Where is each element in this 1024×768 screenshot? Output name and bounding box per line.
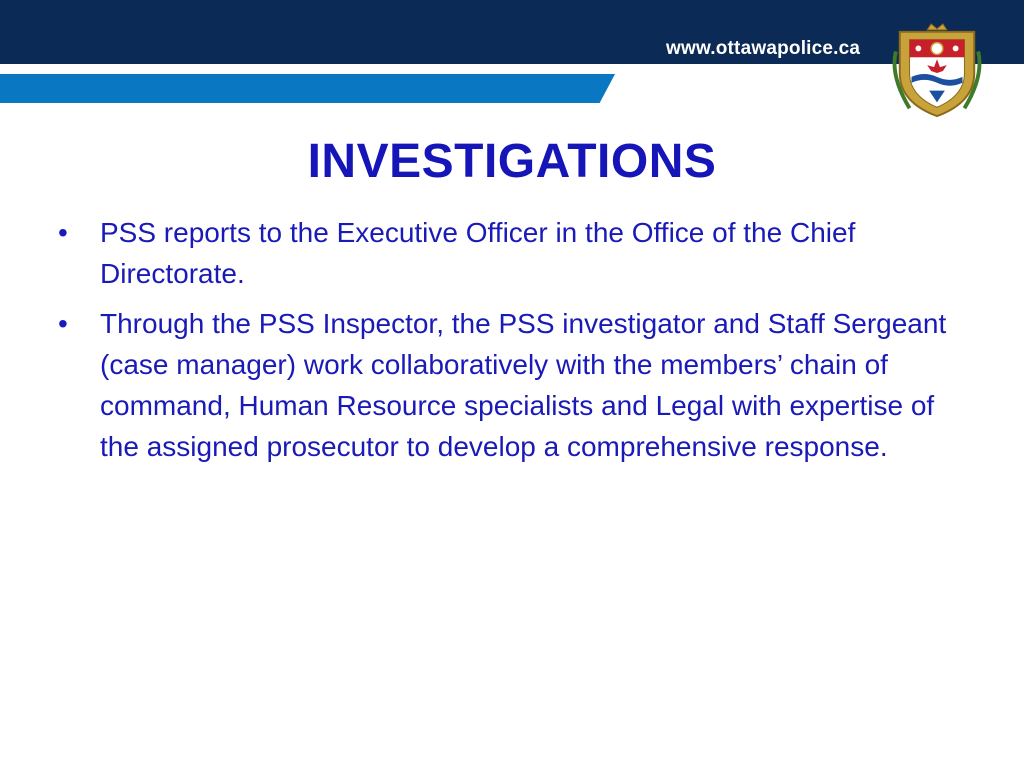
header-blue-stripe (0, 74, 615, 103)
bullet-marker: • (58, 308, 68, 339)
bullet-text: PSS reports to the Executive Officer in the Office of the Chief Directorate. (100, 217, 856, 289)
ottawa-police-crest-icon (888, 22, 986, 120)
website-url: www.ottawapolice.ca (666, 38, 861, 59)
bullet-text: Through the PSS Inspector, the PSS investigator and Staff Sergeant (case manager) work collaboratively with the members’ chain of command, Human Resource specialists and Legal with expertise of the assigned prosecutor to develop a comprehensive response. (100, 308, 947, 462)
bullet-list (58, 212, 958, 476)
bullet-item (58, 303, 958, 467)
bullet-marker: • (58, 217, 68, 248)
header-navy-bar (0, 0, 1024, 64)
bullet-item (58, 212, 958, 294)
slide-title: INVESTIGATIONS (307, 135, 717, 188)
